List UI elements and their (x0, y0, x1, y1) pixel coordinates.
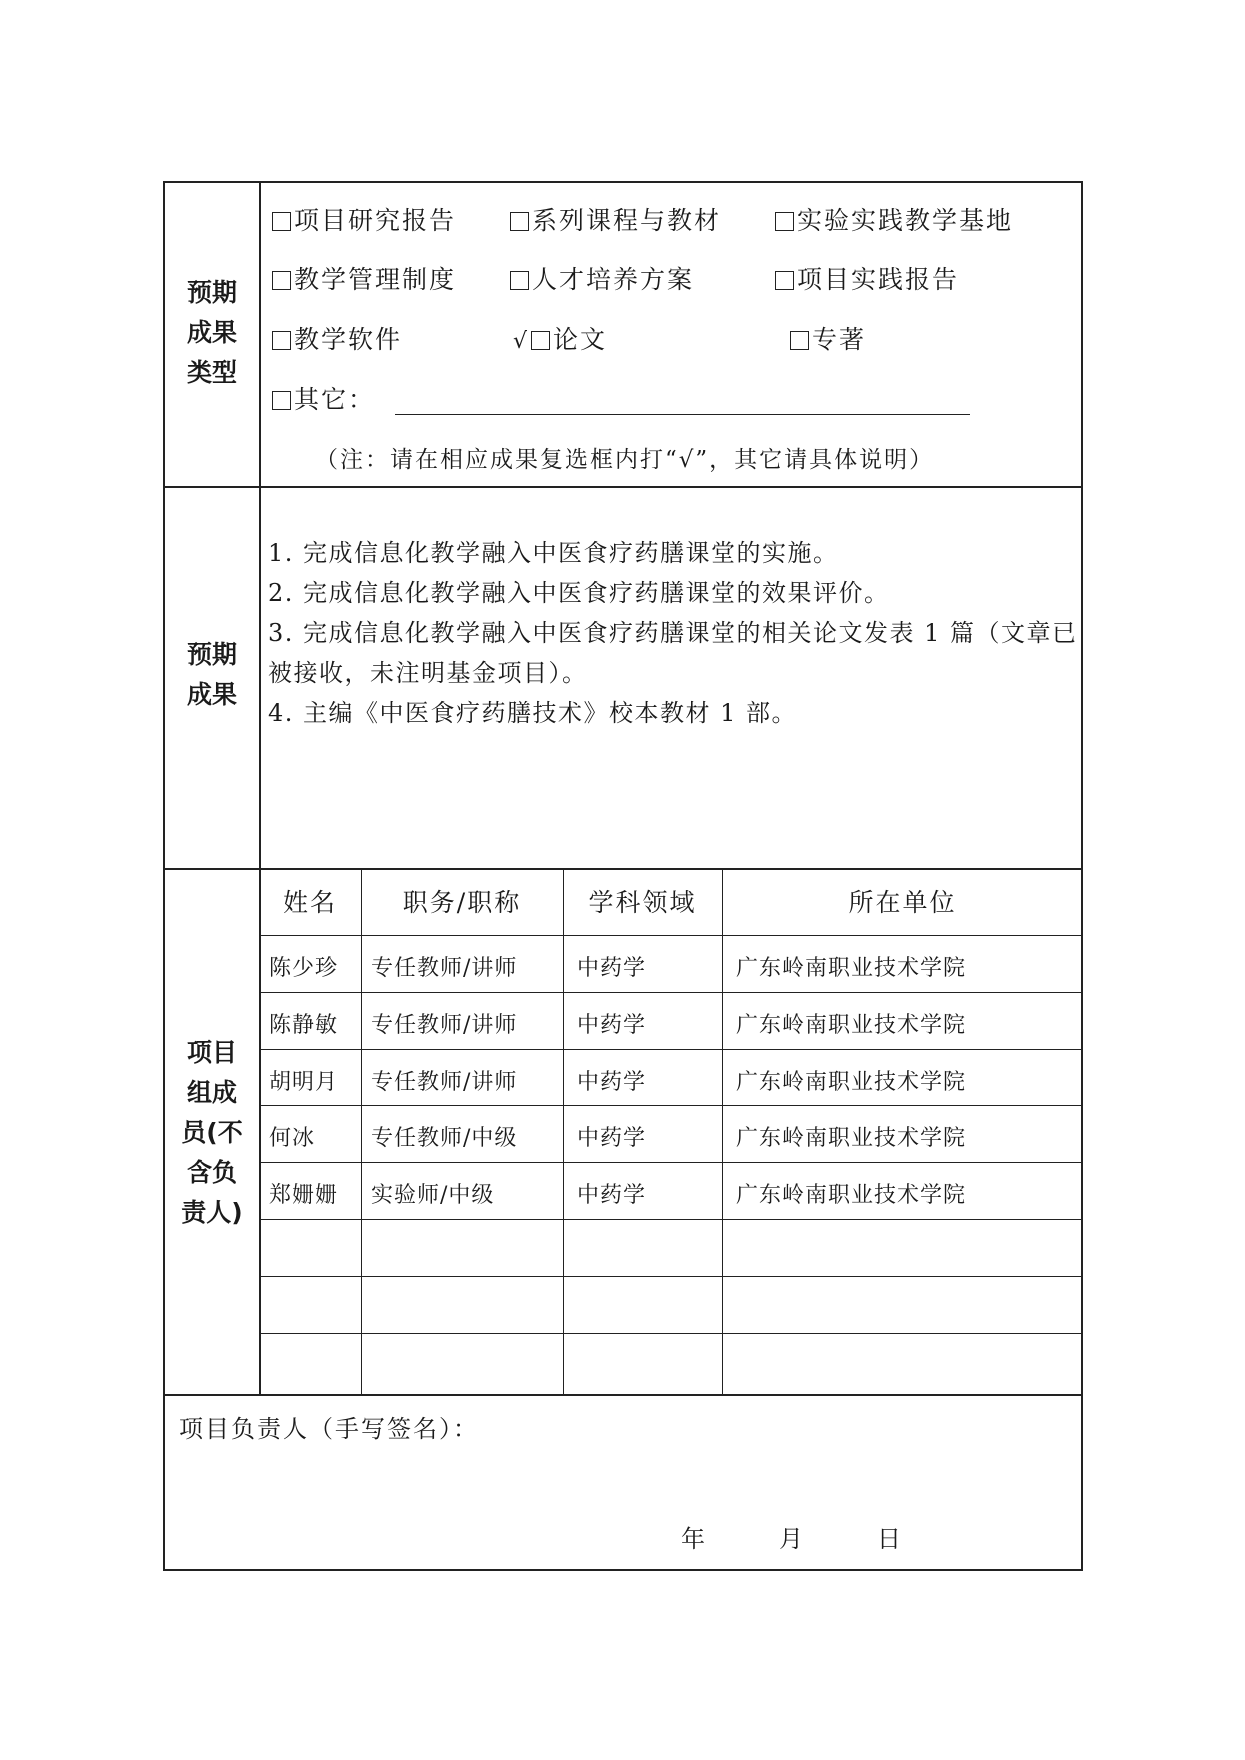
table-row-divider (259, 992, 1083, 993)
option-teaching-software[interactable]: 教学软件 (272, 320, 402, 356)
checkbox[interactable] (775, 212, 794, 231)
check-mark-icon: √ (513, 329, 530, 354)
option-project-practice-report[interactable]: 项目实践报告 (775, 260, 959, 296)
date-year: 年 (681, 1525, 707, 1553)
label-column-divider (259, 183, 261, 1394)
result-item: 4. 主编《中医食疗药膳技术》校本教材 1 部。 (268, 699, 798, 727)
table-row-divider (259, 1049, 1083, 1050)
checkbox-note: （注：请在相应成果复选框内打“√”，其它请具体说明） (315, 447, 935, 473)
member-name: 何冰 (269, 1126, 316, 1151)
table-row-divider (259, 935, 1083, 936)
member-title: 专任教师/中级 (371, 1126, 518, 1151)
member-discipline: 中药学 (577, 1013, 647, 1038)
member-unit: 广东岭南职业技术学院 (736, 1126, 967, 1151)
option-paper[interactable]: √ 论文 (513, 325, 608, 354)
member-name: 郑姗姗 (269, 1183, 339, 1208)
checkbox[interactable] (775, 271, 794, 290)
option-practice-teaching-base[interactable]: 实验实践教学基地 (775, 201, 1013, 237)
checkbox[interactable] (510, 212, 529, 231)
result-item: 2. 完成信息化教学融入中医食疗药膳课堂的效果评价。 (268, 579, 890, 607)
member-name: 陈静敏 (269, 1013, 339, 1038)
header-name: 姓名 (282, 888, 337, 917)
option-monograph[interactable]: 专著 (790, 320, 866, 356)
checkbox[interactable] (272, 212, 291, 231)
option-course-series-textbook[interactable]: 系列课程与教材 (510, 201, 721, 237)
signature-label: 项目负责人（手写签名）： (179, 1415, 479, 1443)
checkbox[interactable] (272, 391, 291, 410)
member-discipline: 中药学 (577, 1070, 647, 1095)
member-discipline: 中药学 (577, 956, 647, 981)
checkbox[interactable] (790, 331, 809, 350)
checkbox[interactable] (510, 271, 529, 290)
section-divider (165, 1394, 1083, 1396)
result-item: 1. 完成信息化教学融入中医食疗药膳课堂的实施。 (268, 539, 839, 567)
member-title: 专任教师/讲师 (371, 1013, 518, 1038)
member-empty-row[interactable] (259, 1334, 1083, 1392)
member-unit: 广东岭南职业技术学院 (736, 1070, 967, 1095)
date-day: 日 (877, 1525, 903, 1553)
result-item: 3. 完成信息化教学融入中医食疗药膳课堂的相关论文发表 1 篇（文章已被接收，未注明基金项目）。 (268, 619, 1078, 687)
member-unit: 广东岭南职业技术学院 (736, 1013, 967, 1038)
table-row-divider (259, 1105, 1083, 1106)
other-fill-line[interactable] (395, 414, 970, 415)
table-row-divider (259, 1162, 1083, 1163)
member-title: 专任教师/讲师 (371, 1070, 518, 1095)
member-discipline: 中药学 (577, 1183, 647, 1208)
signature-area[interactable] (485, 1407, 885, 1451)
section-divider (165, 486, 1083, 488)
header-discipline: 学科领域 (588, 888, 697, 917)
option-teaching-management-system[interactable]: 教学管理制度 (272, 260, 456, 296)
member-unit: 广东岭南职业技术学院 (736, 1183, 967, 1208)
member-title: 实验师/中级 (371, 1183, 495, 1208)
member-empty-row[interactable] (259, 1220, 1083, 1275)
member-title: 专任教师/讲师 (371, 956, 518, 981)
member-empty-row[interactable] (259, 1277, 1083, 1332)
section-divider (165, 868, 1083, 870)
expected-type-label: 预期 成果 类型 (186, 278, 237, 387)
header-title: 职务/职称 (402, 888, 522, 917)
members-label: 项目 组成 员(不 含负 责人) (181, 1038, 243, 1227)
header-unit: 所在单位 (848, 888, 957, 917)
expected-results-label: 预期 成果 (186, 640, 237, 709)
member-discipline: 中药学 (577, 1126, 647, 1151)
member-name: 陈少珍 (269, 956, 339, 981)
checkbox[interactable] (272, 271, 291, 290)
option-project-research-report[interactable]: 项目研究报告 (272, 201, 456, 237)
date-month: 月 (779, 1525, 805, 1553)
member-unit: 广东岭南职业技术学院 (736, 956, 967, 981)
member-name: 胡明月 (269, 1070, 339, 1095)
option-talent-training-plan[interactable]: 人才培养方案 (510, 260, 694, 296)
checkbox[interactable] (272, 331, 291, 350)
option-other[interactable]: 其它： (272, 380, 375, 416)
application-form-table (163, 181, 1083, 1571)
checkbox[interactable] (531, 331, 550, 350)
